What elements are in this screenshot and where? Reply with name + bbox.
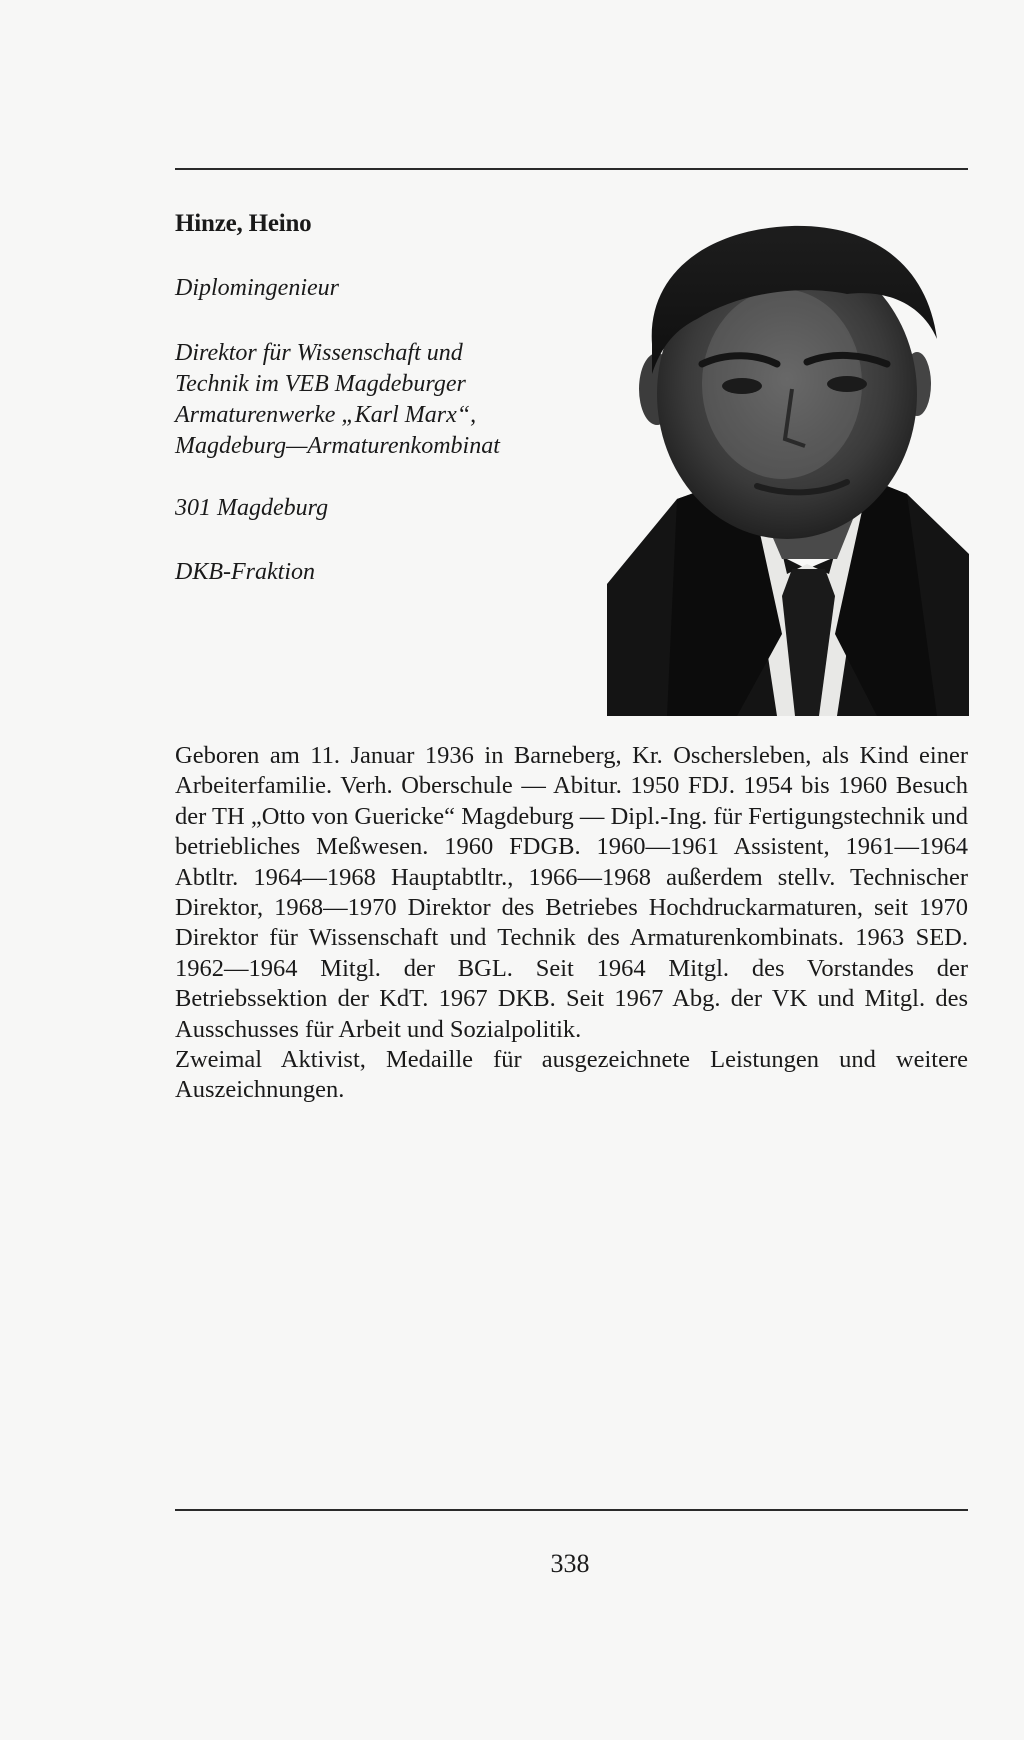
position-line: Armaturenwerke „Karl Marx“,	[175, 402, 477, 428]
top-rule	[175, 168, 968, 170]
person-title: Diplomingenieur	[175, 275, 339, 301]
biography-paragraph: Zweimal Aktivist, Medaille für ausgezeichnete Leistungen und weitere Auszeichnungen.	[175, 1046, 968, 1104]
portrait-illustration	[607, 224, 969, 716]
person-faction: DKB-Fraktion	[175, 559, 315, 585]
person-name: Hinze, Heino	[175, 210, 312, 237]
position-line: Technik im VEB Magdeburger	[175, 371, 466, 397]
biography	[175, 741, 968, 1106]
person-address: 301 Magdeburg	[175, 495, 329, 521]
position-line: Direktor für Wissenschaft und	[175, 340, 463, 366]
portrait-photo	[607, 224, 969, 716]
position-line: Magdeburg—Armaturenkombinat	[175, 433, 500, 459]
page-number: 338	[550, 1549, 590, 1578]
bottom-rule	[175, 1509, 968, 1511]
person-position	[175, 338, 575, 462]
biography-paragraph: Geboren am 11. Januar 1936 in Barneberg, Kr. Oschersleben, als Kind einer Arbeiterfamilie. Verh. Oberschule — Abitur. 1950 FDJ. 1954 bis 1960 Besuch der TH „Otto von Guericke“ Magdeburg — Dipl.-Ing. für Fertigungstechnik und betriebliches Meßwesen. 1960 FDGB. 1960—1961 Assistent, 1961—1964 Abtltr. 1964—1968 Hauptabtltr., 1966—1968 außerdem stellv. Technischer Direktor, 1968—1970 Direktor des Betriebes Hochdruckarmaturen, seit 1970 Direktor für Wissenschaft und Technik des Armaturenkombinats. 1963 SED. 1962—1964 Mitgl. der BGL. Seit 1964 Mitgl. des Vorstandes der Betriebssektion der KdT. 1967 DKB. Seit 1967 Abg. der VK und Mitgl. des Ausschusses für Arbeit und Sozialpolitik.	[175, 742, 968, 1043]
